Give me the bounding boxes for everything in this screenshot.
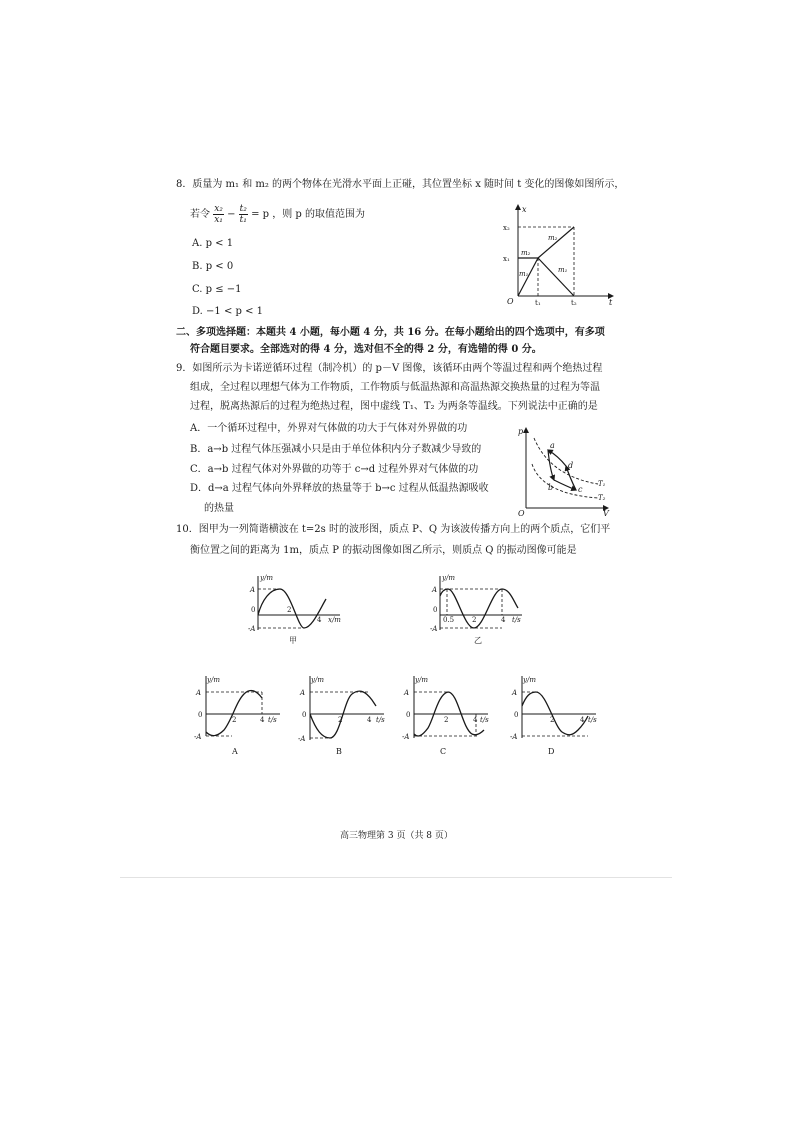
q8-t2-label: t₂ xyxy=(571,299,577,306)
q10-stem-line1: 10．图甲为一列简谐横波在 t=2s 时的波形图，质点 P、Q 为该波传播方向上的两个质点，它们平 xyxy=(176,524,611,535)
q8-m2-after-line xyxy=(538,227,574,258)
q10-a-tick4: 4 xyxy=(260,716,265,724)
q10-jia-A: A xyxy=(250,586,256,594)
q9-origin-label: O xyxy=(518,509,525,516)
q8-m1-right-label: m₁ xyxy=(558,266,568,274)
q10-d-negA: -A xyxy=(510,733,518,741)
section2-heading-line2: 符合题目要求。全部选对的得 4 分，选对但不全的得 2 分，有选错的得 0 分。 xyxy=(190,344,542,355)
q9-point-c: c xyxy=(578,485,583,494)
q10-jia-caption: 甲 xyxy=(289,636,297,645)
q10-jia-negA: -A xyxy=(248,625,256,633)
q10-option-c-graph xyxy=(400,672,492,760)
q10-b-A: A xyxy=(300,689,306,697)
q10-b-negA: -A xyxy=(298,735,306,743)
q10-d-x-label: t/s xyxy=(588,716,597,724)
q9-option-c: C．a→b 过程气体对外界做的功等于 c→d 过程外界对气体做的功 xyxy=(190,464,479,475)
q10-c-A: A xyxy=(404,689,410,697)
q10-figure-jia xyxy=(246,574,346,652)
q10-a-wave xyxy=(206,691,262,736)
q8-frac1-num: x₂ xyxy=(214,204,223,214)
q9-stem-line1: 9．如图所示为卡诺逆循环过程（制冷机）的 p－V 图像，该循环由两个等温过程和两个绝热过程 xyxy=(176,363,603,374)
q10-jia-wave xyxy=(258,589,326,628)
q10-c-tick2: 2 xyxy=(444,716,449,724)
q8-frac2-num: t₂ xyxy=(239,204,247,214)
q10-a-zero: 0 xyxy=(198,711,203,719)
q10-c-negA: -A xyxy=(402,733,410,741)
q10-c-zero: 0 xyxy=(406,711,411,719)
q10-yi-negA: -A xyxy=(430,625,438,633)
q8-t1-label: t₁ xyxy=(535,299,541,306)
q10-d-tick2: 2 xyxy=(550,716,555,724)
q10-yi-A: A xyxy=(432,586,438,594)
q8-condition xyxy=(190,204,365,225)
q8-frac2-den: t₁ xyxy=(239,215,247,225)
q10-a-y-label: y/m xyxy=(207,676,220,684)
q8-m2-left-label: m₂ xyxy=(521,249,531,257)
q8-option-a: A. p < 1 xyxy=(192,238,234,249)
q10-jia-tick4: 4 xyxy=(317,616,322,624)
q9-option-a: A．一个循环过程中，外界对气体做的功大于气体对外界做的功 xyxy=(190,423,468,434)
q9-isotherm-t1 xyxy=(534,438,598,484)
q8-minus: − xyxy=(227,209,236,220)
q10-figure-yi xyxy=(428,574,528,652)
q10-a-x-label: t/s xyxy=(268,716,277,724)
q10-jia-x-label: x/m xyxy=(328,616,341,624)
q10-d-y-label: y/m xyxy=(523,676,536,684)
q8-cond-prefix: 若令 xyxy=(190,209,210,220)
q8-x2-label: x₂ xyxy=(503,224,510,232)
q9-isotherm-t2 xyxy=(532,464,598,498)
q10-d-letter: D xyxy=(548,747,555,756)
q10-b-letter: B xyxy=(336,747,342,756)
q8-option-b: B. p < 0 xyxy=(192,261,234,272)
q10-yi-tick05: 0.5 xyxy=(443,616,455,624)
q9-t1-label: T₁ xyxy=(598,480,606,488)
q9-t2-label: T₂ xyxy=(598,494,606,502)
q10-a-A: A xyxy=(196,689,202,697)
q8-m1-after-line xyxy=(538,258,574,296)
q9-point-b: b xyxy=(548,483,554,492)
q9-process-ab xyxy=(548,450,554,480)
section2-heading-line1: 二、多项选择题：本题共 4 小题，每小题 4 分，共 16 分。在每小题给出的四个选项中，有多项 xyxy=(176,327,605,338)
q9-option-b: B．a→b 过程气体压强减小只是由于单位体积内分子数减少导致的 xyxy=(190,444,482,455)
q9-process-da xyxy=(548,450,566,466)
q10-option-b-graph xyxy=(296,672,388,760)
q9-option-d-continued: 的热量 xyxy=(204,503,234,514)
q10-yi-y-label: y/m xyxy=(442,574,455,582)
q9-option-d: D．d→a 过程气体向外界释放的热量等于 b→c 过程从低温热源吸收 xyxy=(190,483,489,494)
q10-yi-caption: 乙 xyxy=(474,636,482,645)
q9-p-label: p xyxy=(518,427,524,436)
page-footer: 高三物理第 3 页（共 8 页） xyxy=(340,831,453,841)
q10-b-y-label: y/m xyxy=(311,676,324,684)
q8-x1-label: x₁ xyxy=(503,255,510,263)
q10-stem-line2: 衡位置之间的距离为 1m，质点 P 的振动图像如图乙所示，则质点 Q 的振动图像可能是 xyxy=(190,545,577,556)
q10-jia-tick2: 2 xyxy=(287,606,292,614)
q8-frac1-den: x₁ xyxy=(214,215,223,225)
page-divider xyxy=(120,877,672,878)
q8-option-c: C. p ≤ −1 xyxy=(192,284,242,295)
q10-a-tick2: 2 xyxy=(232,716,237,724)
q9-process-bc xyxy=(554,480,576,490)
q10-b-wave xyxy=(310,691,376,738)
q10-a-negA: -A xyxy=(194,733,202,741)
q10-yi-x-label: t/s xyxy=(512,616,521,624)
q10-c-letter: C xyxy=(440,747,447,756)
q10-jia-zero: 0 xyxy=(251,606,256,614)
q9-stem-line3: 过程，脱离热源后的过程为绝热过程，图中虚线 T₁、T₂ 为两条等温线。下列说法中正确的是 xyxy=(190,401,598,412)
q10-c-y-label: y/m xyxy=(415,676,428,684)
q8-cond-suffix: = p ，则 p 的取值范围为 xyxy=(251,209,365,220)
q10-yi-tick2: 2 xyxy=(472,616,477,624)
q8-m2-right-label: m₂ xyxy=(548,234,558,242)
q9-point-a: a xyxy=(550,441,555,450)
q10-d-A: A xyxy=(512,689,518,697)
q10-c-x-label: t/s xyxy=(480,716,489,724)
q10-b-x-label: t/s xyxy=(376,716,385,724)
q10-jia-y-label: y/m xyxy=(260,574,273,582)
q10-option-a-graph xyxy=(192,672,284,760)
q8-fraction-t xyxy=(239,204,248,225)
q10-b-tick4: 4 xyxy=(367,716,372,724)
q9-v-label: V xyxy=(603,509,609,516)
q10-b-tick2: 2 xyxy=(338,716,343,724)
q10-yi-tick4: 4 xyxy=(501,616,506,624)
q8-x-axis-label: x xyxy=(522,205,527,214)
q9-point-d: d xyxy=(568,461,574,470)
q10-b-zero: 0 xyxy=(302,711,307,719)
q10-yi-zero: 0 xyxy=(433,606,438,614)
q8-position-time-graph xyxy=(498,200,618,306)
q10-d-wave xyxy=(522,692,588,735)
q8-m1-left-label: m₁ xyxy=(519,270,529,278)
q10-d-tick4: 4 xyxy=(580,716,585,724)
q8-stem: 8．质量为 m₁ 和 m₂ 的两个物体在光滑水平面上正碰，其位置坐标 x 随时间 t 变化的图像如图所示， xyxy=(176,179,625,190)
q9-pv-graph xyxy=(512,424,612,516)
q9-stem-line2: 组成，全过程以理想气体为工作物质，工作物质与低温热源和高温热源交换热量的过程为等温 xyxy=(190,382,600,393)
q10-c-tick4: 4 xyxy=(473,716,478,724)
q10-option-d-graph xyxy=(508,672,600,760)
q10-a-letter: A xyxy=(232,747,238,756)
q10-d-zero: 0 xyxy=(514,711,519,719)
q8-origin-label: O xyxy=(507,297,514,306)
q8-option-d: D. −1 < p < 1 xyxy=(192,306,263,317)
q8-t-axis-label: t xyxy=(609,298,613,306)
q8-fraction-x xyxy=(213,204,224,225)
